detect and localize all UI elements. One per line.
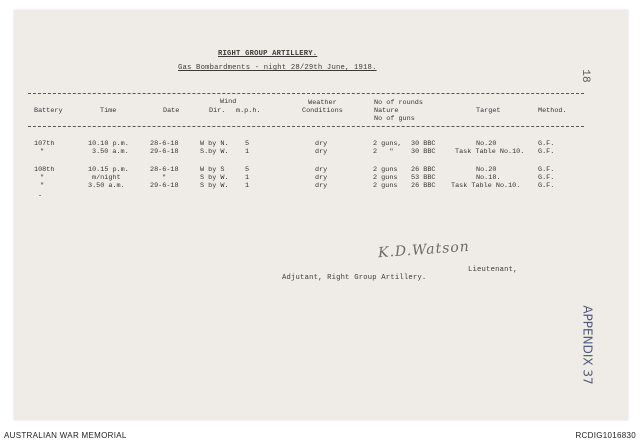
document-subtitle: Gas Bombardments - night 28/29th June, 1918. (178, 64, 377, 72)
table-top-rule (28, 93, 584, 94)
header-wind: Wind (220, 98, 237, 106)
header-date: Date (163, 107, 180, 115)
row-date: 28-6-18 (150, 166, 179, 174)
row-dir: S by W. (200, 182, 229, 190)
signatory-position: Adjutant, Right Group Artillery. (282, 274, 427, 282)
signature: K.D.Watson (377, 238, 471, 262)
header-mph: m.p.h. (236, 107, 261, 115)
row-method: G.F. (538, 140, 555, 148)
row-mph: 1 (245, 182, 250, 190)
row-time: m/night (92, 174, 121, 182)
row-weather: dry (315, 166, 328, 174)
row-battery: " (40, 148, 45, 156)
appendix-stamp: APPENDIX 37 (580, 305, 595, 385)
row-weather: dry (315, 148, 328, 156)
row-rounds: 30 BBC (411, 140, 436, 148)
row-battery: 108th (34, 166, 55, 174)
row-guns: 2 guns (373, 174, 398, 182)
header-method: Method. (538, 107, 567, 115)
row-target: No.20 (476, 140, 497, 148)
row-mph: 1 (245, 148, 250, 156)
row-time: 3.50 a.m. (92, 148, 129, 156)
page-number: 18 (578, 69, 591, 83)
row-guns: 2 guns (373, 182, 398, 190)
footer-institution: AUSTRALIAN WAR MEMORIAL (4, 431, 127, 440)
row-time: 10.10 p.m. (88, 140, 129, 148)
row-date: " (162, 174, 167, 182)
row-target: No.20 (476, 166, 497, 174)
row-weather: dry (315, 174, 328, 182)
row-method: G.F. (538, 148, 555, 156)
row-mph: 5 (245, 140, 250, 148)
row-dir: S.by W. (200, 148, 229, 156)
row-method: G.F. (538, 182, 555, 190)
header-battery: Battery (34, 107, 63, 115)
row-target: Task Table No.10. (455, 148, 525, 156)
row-method: G.F. (538, 166, 555, 174)
row-rounds: 26 BBC (411, 166, 436, 174)
row-dir: W by N. (200, 140, 229, 148)
row-rounds: 30 BBC (411, 148, 436, 156)
row-rounds: 53 BBC (411, 174, 436, 182)
row-date: 29-6-18 (150, 182, 179, 190)
row-time: 10.15 p.m. (88, 166, 129, 174)
row-dir: W by S (200, 166, 225, 174)
row-time: 3.50 a.m. (88, 182, 125, 190)
header-dir: Dir. (209, 107, 226, 115)
table-header-rule (28, 126, 584, 127)
row-weather: dry (315, 182, 328, 190)
dash-mark: - (38, 192, 43, 200)
row-battery: " (40, 182, 45, 190)
row-date: 28-6-18 (150, 140, 179, 148)
footer-record-id: RCDIG1016830 (575, 431, 636, 440)
header-weather: Weather Conditions (302, 99, 343, 115)
row-method: G.F. (538, 174, 555, 182)
signatory-rank: Lieutenant, (468, 266, 518, 274)
row-battery: " (40, 174, 45, 182)
document-title: RIGHT GROUP ARTILLERY. (218, 50, 318, 58)
row-guns: 2 guns (373, 166, 398, 174)
header-target: Target (476, 107, 501, 115)
row-rounds: 26 BBC (411, 182, 436, 190)
header-time: Time (100, 107, 117, 115)
row-mph: 1 (245, 174, 250, 182)
row-dir: S by W. (200, 174, 229, 182)
row-guns: 2 guns, (373, 140, 402, 148)
row-target: No.18. (476, 174, 501, 182)
row-mph: 5 (245, 166, 250, 174)
row-weather: dry (315, 140, 328, 148)
header-rounds: No of rounds Nature No of guns (374, 99, 423, 123)
row-date: 29-6-18 (150, 148, 179, 156)
row-guns: 2 " (373, 148, 394, 156)
row-target: Task Table No.10. (451, 182, 521, 190)
row-battery: 107th (34, 140, 55, 148)
